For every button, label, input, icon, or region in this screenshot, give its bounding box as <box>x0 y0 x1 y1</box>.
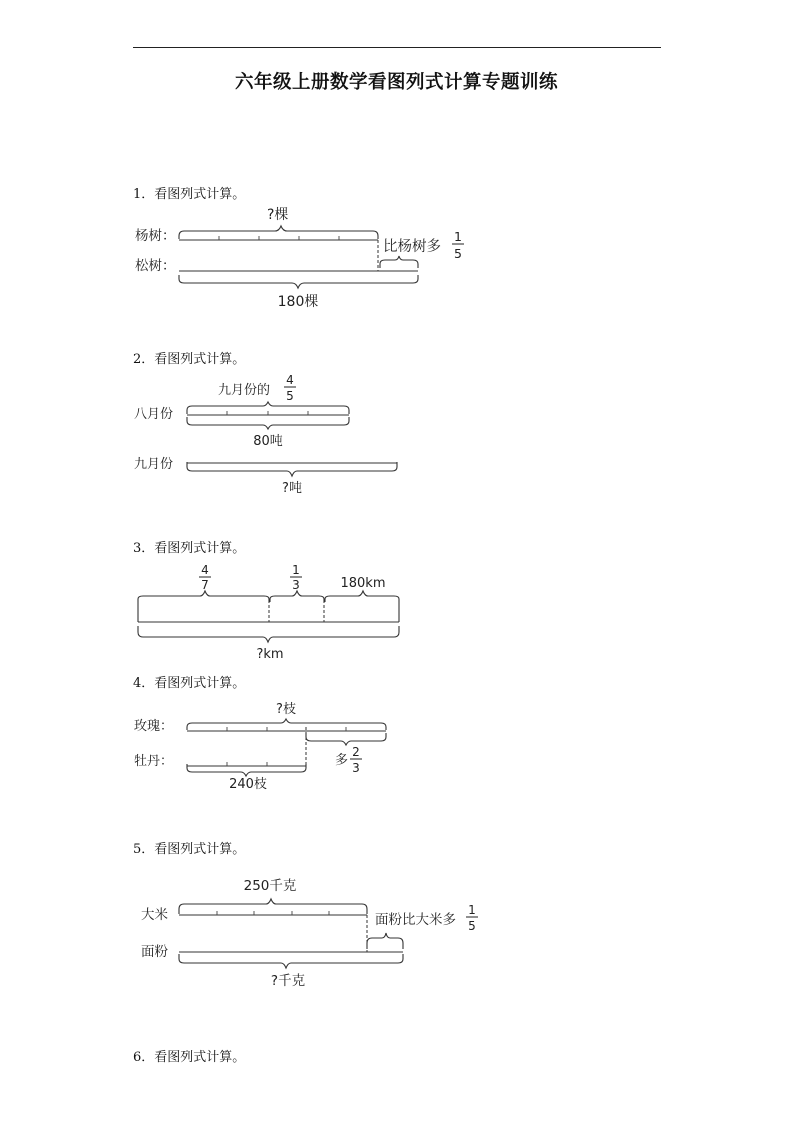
fig1-frac-den: 5 <box>454 246 462 261</box>
fig2-row1-label: 八月份 <box>134 407 174 422</box>
fig3-bottom-label: ?km <box>256 647 284 662</box>
fig4-row1-label: 玫瑰： <box>134 719 174 734</box>
fig5-bottom-label: ?千克 <box>270 973 306 989</box>
fig1-bottom-label: 180棵 <box>277 294 319 310</box>
fig3-frac2-den: 3 <box>292 578 300 592</box>
fig3-frac1-num: 4 <box>201 563 209 577</box>
fig1-side-label: 比杨树多 <box>383 239 441 255</box>
fig3-frac1-den: 7 <box>201 578 209 592</box>
fig5-ticks <box>217 911 329 915</box>
fig5-row2-label: 面粉 <box>141 944 168 960</box>
question-1-label: 1．看图列式计算。 <box>133 187 246 202</box>
fig4-row2-label: 牡丹： <box>134 754 174 769</box>
question-6-label: 6．看图列式计算。 <box>133 1050 246 1065</box>
question-4-label: 4．看图列式计算。 <box>133 676 246 691</box>
fig5-extra-brace <box>367 933 403 949</box>
fig2-top-label: 九月份的 <box>218 383 271 398</box>
fig5-side-label: 面粉比大米多 <box>375 912 456 928</box>
fig5-frac-den: 5 <box>468 919 476 933</box>
fig4-frac-num: 2 <box>352 745 360 759</box>
fig5-top-brace <box>179 899 367 914</box>
question-2-label: 2．看图列式计算。 <box>133 352 246 367</box>
fig2-row2-label: 九月份 <box>134 457 174 472</box>
fig4-frac-den: 3 <box>352 761 360 775</box>
question-3-label: 3．看图列式计算。 <box>133 541 246 556</box>
fig5-bottom-brace <box>179 954 403 968</box>
fig1-top-label: ?棵 <box>267 207 289 223</box>
fig1-row1-label: 杨树： <box>135 228 176 244</box>
fig2-bottom-label: ?吨 <box>282 481 302 496</box>
fig1-row2-label: 松树： <box>135 258 176 274</box>
fig4-side-label: 多 <box>335 753 349 768</box>
question-5-label: 5．看图列式计算。 <box>133 842 246 857</box>
fig3-frac2-num: 1 <box>292 563 300 577</box>
fig2-frac-den: 5 <box>286 389 294 403</box>
fig2-mid-label: 80吨 <box>253 434 283 449</box>
fig2-frac-num: 4 <box>286 373 294 387</box>
fig4-top-label: ?枝 <box>276 702 296 717</box>
fig4-bottom-label: 240枝 <box>229 777 267 792</box>
fig5-top-label: 250千克 <box>243 878 297 894</box>
fig1-frac-num: 1 <box>454 229 462 244</box>
fig5-frac-num: 1 <box>468 903 476 917</box>
fig5-row1-label: 大米 <box>141 907 168 923</box>
fig3-right-label: 180km <box>340 576 386 591</box>
page-title: 六年级上册数学看图列式计算专题训练 <box>234 72 558 93</box>
